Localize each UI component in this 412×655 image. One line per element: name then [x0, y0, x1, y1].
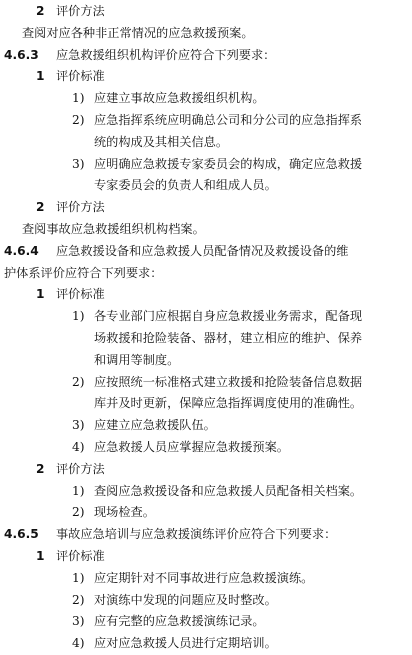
subclause-title: 评价方法: [56, 4, 105, 18]
subclause-number: 1: [36, 287, 45, 302]
item-text: 应急救援人员应掌握应急救援预案。: [94, 440, 289, 454]
item-text: 应有完整的应急救援演练记录。: [94, 614, 265, 629]
item-number: 2): [72, 505, 85, 520]
subclause-title: 评价标准: [56, 287, 105, 302]
item-text: 库并及时更新，保障应急指挥调度使用的准确性。: [94, 396, 363, 411]
item-text: 应急指挥系统应明确总公司和分公司的应急指挥系: [94, 113, 363, 127]
paragraph-text: 查阅事故应急救援组织机构档案。: [22, 222, 205, 236]
clause-number: 4.6.4: [4, 243, 39, 258]
item-text: 应对应急救援人员进行定期培训。: [94, 636, 277, 651]
subclause-title: 评价标准: [56, 549, 105, 563]
subclause-title: 评价方法: [56, 461, 105, 476]
item-text: 应定期针对不同事故进行应急救援演练。: [94, 570, 314, 585]
item-text: 场救援和抢险装备、器材，建立相应的维护、保养: [94, 331, 363, 345]
clause-title: 事故应急培训与应急救援演练评价应符合下列要求：: [56, 527, 337, 542]
item-text: 查阅应急救援设备和应急救援人员配备相关档案。: [94, 483, 363, 498]
item-number: 2): [72, 113, 85, 127]
clause-title: 护体系评价应符合下列要求：: [4, 265, 163, 280]
item-text: 统的构成及其相关信息。: [94, 134, 229, 149]
item-number: 1): [72, 309, 85, 324]
item-text: 应建立应急救援队伍。: [94, 418, 216, 433]
paragraph-text: 查阅对应各种非正常情况的应急救援预案。: [22, 25, 254, 40]
item-text: 对演练中发现的问题应及时整改。: [94, 592, 277, 607]
subclause-number: 1: [36, 549, 45, 563]
item-number: 1): [72, 91, 85, 106]
item-number: 3): [72, 614, 85, 629]
item-text: 应按照统一标准格式建立救援和抢险装备信息数据: [94, 374, 363, 389]
item-number: 2): [72, 374, 85, 389]
item-text: 应建立事故应急救援组织机构。: [94, 91, 265, 106]
item-number: 3): [72, 418, 85, 433]
item-text: 现场检查。: [94, 505, 155, 520]
item-number: 4): [72, 440, 85, 454]
clause-title: 应急救援设备和应急救援人员配备情况及救援设备的维: [56, 243, 349, 258]
item-text: 和调用等制度。: [94, 352, 180, 367]
clause-title: 应急救援组织机构评价应符合下列要求：: [56, 47, 276, 62]
subclause-number: 2: [36, 4, 45, 18]
item-number: 3): [72, 156, 85, 171]
item-number: 2): [72, 592, 85, 607]
clause-number: 4.6.5: [4, 527, 39, 542]
subclause-number: 2: [36, 461, 45, 476]
item-text: 专家委员会的负责人和组成人员。: [94, 178, 277, 193]
item-number: 1): [72, 483, 85, 498]
subclause-title: 评价标准: [56, 69, 105, 84]
subclause-title: 评价方法: [56, 200, 105, 215]
subclause-number: 1: [36, 69, 45, 84]
clause-number: 4.6.3: [4, 47, 39, 62]
subclause-number: 2: [36, 200, 45, 215]
item-text: 各专业部门应根据自身应急救援业务需求，配备现: [94, 309, 363, 324]
item-text: 应明确应急救援专家委员会的构成，确定应急救援: [94, 156, 363, 171]
item-number: 4): [72, 636, 85, 651]
item-number: 1): [72, 570, 85, 585]
